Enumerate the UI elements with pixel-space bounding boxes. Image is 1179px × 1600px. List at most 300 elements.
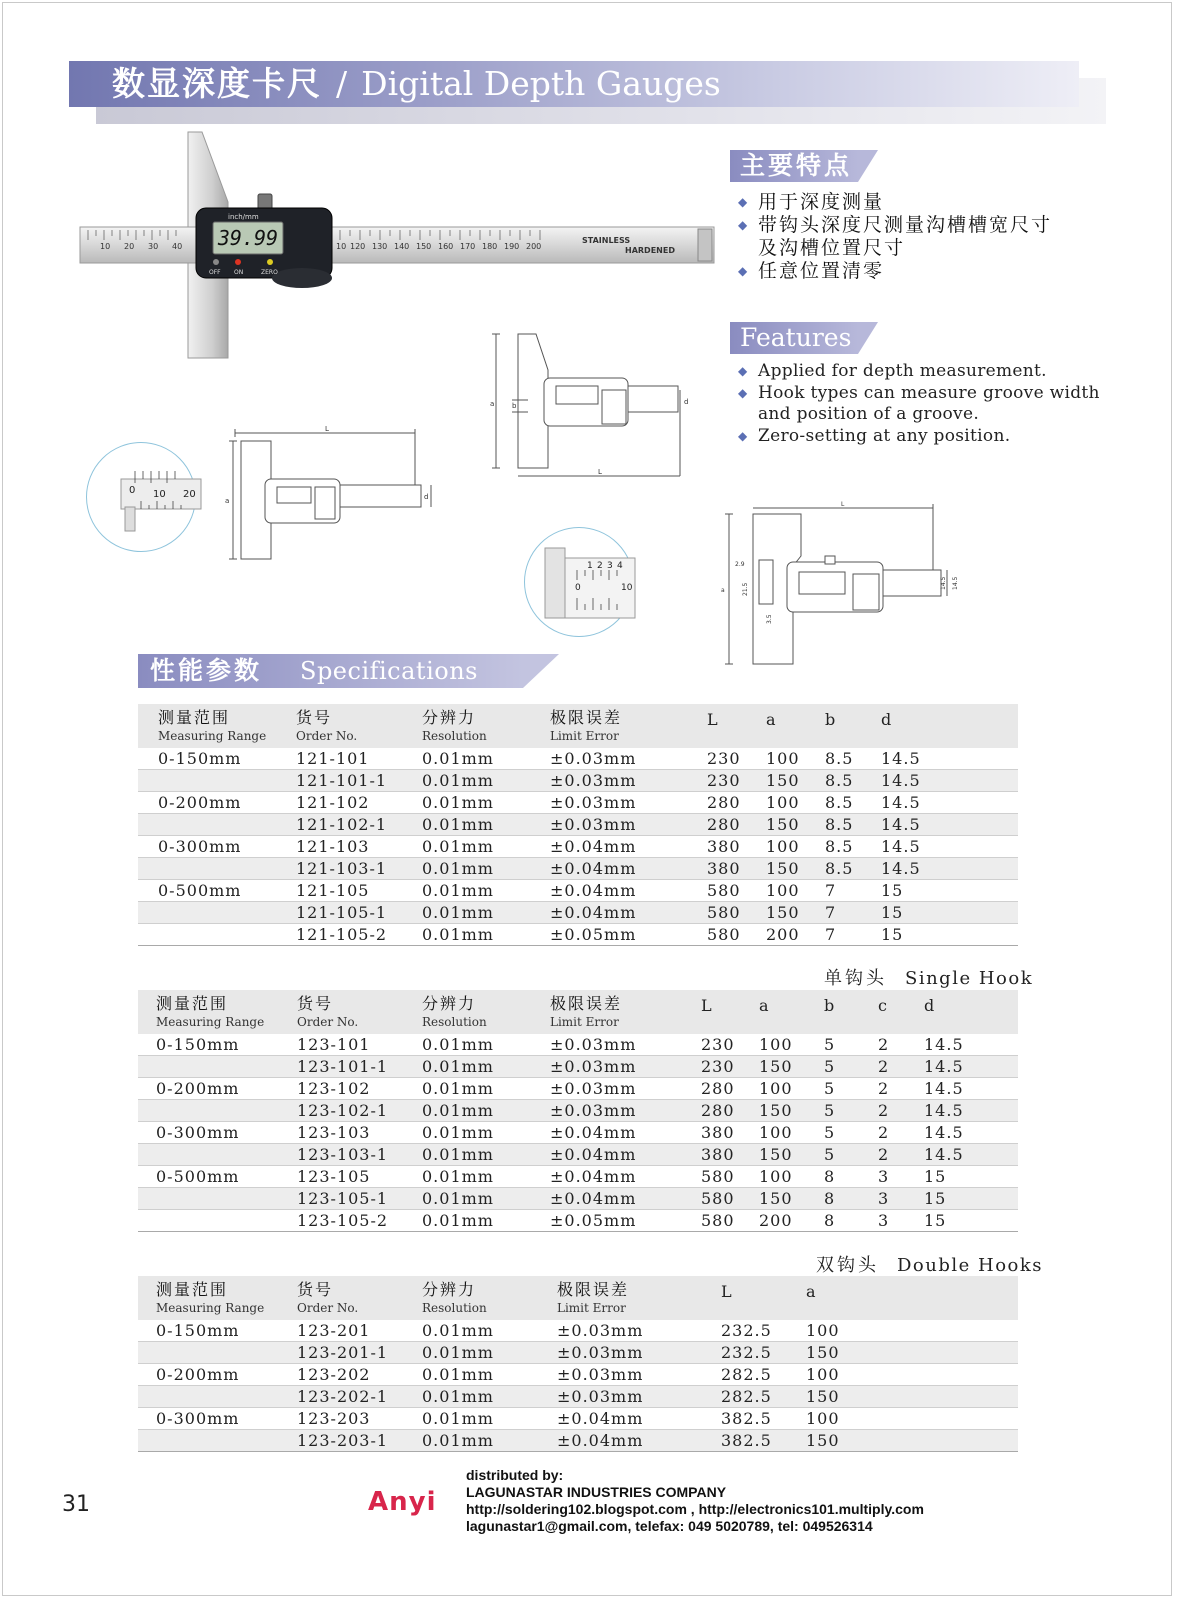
- unit-label: inch/mm: [228, 213, 259, 221]
- table-cell: 0.01mm: [422, 1364, 557, 1386]
- table-cell: 0-200mm: [158, 792, 296, 814]
- table-cell: 3: [878, 1166, 924, 1188]
- table-cell: 123-101: [297, 1034, 422, 1056]
- dim-label-L: L: [598, 468, 602, 476]
- table-cell: 14.5: [881, 770, 1018, 792]
- row-indent: [138, 924, 158, 946]
- table-cell: ±0.03mm: [550, 1078, 701, 1100]
- table-cell: ±0.04mm: [550, 902, 707, 924]
- on-button: [235, 259, 241, 265]
- scale-number: 200: [526, 242, 542, 251]
- table-cell: 100: [806, 1320, 1018, 1342]
- dim-label-14-5-b: 14.5: [952, 576, 959, 590]
- table-cell: 150: [766, 858, 825, 880]
- table-cell: [158, 858, 296, 880]
- table-cell: 230: [701, 1056, 759, 1078]
- lcd-reading: 39.99: [217, 226, 279, 250]
- detail-number: 2: [597, 561, 603, 571]
- table-cell: 2: [878, 1078, 924, 1100]
- table-cell: 121-103-1: [296, 858, 422, 880]
- row-indent: [138, 880, 158, 902]
- col-L: L: [721, 1276, 806, 1320]
- table-cell: 280: [707, 792, 766, 814]
- table-cell: 123-105-2: [297, 1210, 422, 1232]
- table-cell: 8.5: [825, 814, 881, 836]
- table-cell: 380: [707, 836, 766, 858]
- table-cell: 2: [878, 1100, 924, 1122]
- table-cell: 15: [881, 880, 1018, 902]
- table-cell: 382.5: [721, 1430, 806, 1452]
- table-cell: 123-105-1: [297, 1188, 422, 1210]
- row-indent: [138, 1166, 156, 1188]
- row-indent: [138, 1034, 156, 1056]
- table-cell: 8.5: [825, 792, 881, 814]
- table-cell: 14.5: [924, 1078, 1018, 1100]
- detail-scale-drawing: [525, 528, 633, 636]
- col-d: d: [924, 990, 1018, 1034]
- table-cell: 150: [759, 1188, 824, 1210]
- col-a: a: [766, 704, 825, 748]
- table-cell: 100: [806, 1408, 1018, 1430]
- table-cell: 0.01mm: [422, 1100, 550, 1122]
- table-row: [138, 1034, 1018, 1056]
- scale-number: 150: [416, 242, 432, 251]
- features-zh-heading: 主要特点: [730, 150, 858, 182]
- table-cell: 200: [766, 924, 825, 946]
- table-cell: [156, 1210, 297, 1232]
- spec-table-single-hook: [138, 990, 1018, 1232]
- col-resolution: 分辨力 Resolution: [422, 990, 550, 1034]
- col-L: L: [707, 704, 766, 748]
- table-cell: ±0.03mm: [550, 792, 707, 814]
- table-cell: 2: [878, 1144, 924, 1166]
- scale-number: 30: [148, 242, 159, 251]
- table-cell: ±0.03mm: [557, 1342, 721, 1364]
- table-cell: ±0.05mm: [550, 1210, 701, 1232]
- table-cell: 14.5: [881, 814, 1018, 836]
- table-row: [138, 1056, 1018, 1078]
- page-title-en: Digital Depth Gauges: [361, 64, 721, 103]
- col-order: 货号 Order No.: [297, 990, 422, 1034]
- table-cell: 14.5: [881, 858, 1018, 880]
- page-title-zh: 数显深度卡尺: [112, 64, 322, 103]
- detail-number: 10: [153, 489, 166, 500]
- table-cell: 14.5: [881, 748, 1018, 770]
- table-cell: 100: [806, 1364, 1018, 1386]
- table-cell: [156, 1144, 297, 1166]
- website-links[interactable]: http://soldering102.blogspot.com , http://electronics101.multiply.com: [466, 1501, 924, 1517]
- table-cell: 5: [824, 1100, 878, 1122]
- row-indent: [138, 1100, 156, 1122]
- table-cell: 580: [707, 902, 766, 924]
- off-button: [213, 259, 219, 265]
- table-cell: 580: [701, 1210, 759, 1232]
- table-cell: 0-150mm: [156, 1034, 297, 1056]
- table-cell: 8: [824, 1210, 878, 1232]
- scale-number: 140: [394, 242, 410, 251]
- row-indent: [138, 836, 158, 858]
- table-cell: 0-300mm: [158, 836, 296, 858]
- table-cell: 14.5: [881, 792, 1018, 814]
- zero-button: [267, 259, 273, 265]
- table-cell: 121-102-1: [296, 814, 422, 836]
- table-cell: 232.5: [721, 1342, 806, 1364]
- row-indent: [138, 814, 158, 836]
- table-cell: 100: [766, 836, 825, 858]
- table-cell: ±0.04mm: [550, 1166, 701, 1188]
- feature-zh-item: ◆ 任意位置清零: [738, 260, 885, 282]
- table-cell: 100: [766, 748, 825, 770]
- feature-en-item: ◆ Zero-setting at any position.: [738, 425, 1011, 446]
- table-cell: 123-101-1: [297, 1056, 422, 1078]
- col-range: 测量范围 Measuring Range: [156, 990, 297, 1034]
- detail-number: 4: [617, 561, 623, 571]
- table-cell: 15: [881, 902, 1018, 924]
- table-cell: 3: [878, 1210, 924, 1232]
- table-cell: 100: [759, 1122, 824, 1144]
- table-row: [138, 1386, 1018, 1408]
- dim-label-3-5: 3.5: [766, 614, 773, 624]
- table-cell: 230: [707, 770, 766, 792]
- table-cell: 150: [759, 1056, 824, 1078]
- feature-en-item: ◆ Hook types can measure groove width: [738, 382, 1100, 403]
- on-label: ON: [234, 269, 244, 276]
- table-row: [138, 1320, 1018, 1342]
- table-cell: 8.5: [825, 858, 881, 880]
- table-cell: 14.5: [924, 1100, 1018, 1122]
- table-cell: 0.01mm: [422, 880, 550, 902]
- row-indent: [138, 858, 158, 880]
- table-cell: 15: [924, 1188, 1018, 1210]
- bullet-icon: ◆: [738, 218, 750, 232]
- company-name: LAGUNASTAR INDUSTRIES COMPANY: [466, 1484, 727, 1500]
- scale-number: 190: [504, 242, 520, 251]
- col-resolution: 分辨力 Resolution: [422, 704, 550, 748]
- table-cell: 123-201-1: [297, 1342, 422, 1364]
- table-cell: 232.5: [721, 1320, 806, 1342]
- feature-zh-item: ◆ 用于深度测量: [738, 191, 885, 213]
- table-cell: 123-203-1: [297, 1430, 422, 1452]
- table-cell: 0.01mm: [422, 836, 550, 858]
- scale-number: 180: [482, 242, 498, 251]
- table-cell: 580: [707, 924, 766, 946]
- table-cell: ±0.03mm: [550, 770, 707, 792]
- table-cell: 0.01mm: [422, 792, 550, 814]
- table-cell: ±0.03mm: [557, 1364, 721, 1386]
- table-row: [138, 1122, 1018, 1144]
- zero-label: ZERO: [261, 269, 278, 276]
- table-cell: 123-202: [297, 1364, 422, 1386]
- table-cell: 0-300mm: [156, 1122, 297, 1144]
- table-row: [138, 1188, 1018, 1210]
- table-cell: 0.01mm: [422, 770, 550, 792]
- table-row: [138, 814, 1018, 836]
- table-cell: 0.01mm: [422, 902, 550, 924]
- product-photo: [80, 130, 720, 362]
- table-cell: 230: [707, 748, 766, 770]
- scale-number: 40: [172, 242, 183, 251]
- table-cell: 150: [766, 814, 825, 836]
- table-cell: 280: [707, 814, 766, 836]
- contact-info: lagunastar1@gmail.com, telefax: 049 5020789, tel: 049526314: [466, 1518, 873, 1534]
- col-a: a: [759, 990, 824, 1034]
- detail-number: 3: [607, 561, 613, 571]
- table-cell: 123-105: [297, 1166, 422, 1188]
- table-cell: ±0.04mm: [550, 880, 707, 902]
- table-cell: 123-202-1: [297, 1386, 422, 1408]
- table-cell: 100: [759, 1166, 824, 1188]
- col-range: 测量范围 Measuring Range: [156, 1276, 297, 1320]
- table-cell: 5: [824, 1078, 878, 1100]
- table-cell: 14.5: [924, 1122, 1018, 1144]
- table-cell: 121-105: [296, 880, 422, 902]
- table-cell: 100: [759, 1078, 824, 1100]
- table-row: [138, 1100, 1018, 1122]
- table-row: [138, 880, 1018, 902]
- table-cell: ±0.03mm: [557, 1320, 721, 1342]
- scale-number: 10: [336, 242, 347, 251]
- table-cell: 7: [825, 880, 881, 902]
- table-cell: 123-203: [297, 1408, 422, 1430]
- detail-number: 10: [621, 583, 633, 593]
- table-cell: 5: [824, 1144, 878, 1166]
- table-cell: 121-103: [296, 836, 422, 858]
- table-cell: 8.5: [825, 748, 881, 770]
- table-cell: 0-150mm: [158, 748, 296, 770]
- col-resolution: 分辨力 Resolution: [422, 1276, 557, 1320]
- detail-number: 20: [183, 489, 196, 500]
- table-cell: ±0.04mm: [550, 836, 707, 858]
- table-cell: 0-500mm: [156, 1166, 297, 1188]
- table-cell: [158, 814, 296, 836]
- row-indent: [138, 1364, 156, 1386]
- dim-label-a: a: [721, 587, 725, 594]
- table-cell: [156, 1188, 297, 1210]
- table-row: [138, 1078, 1018, 1100]
- table-cell: [156, 1056, 297, 1078]
- table-cell: 8.5: [825, 836, 881, 858]
- row-indent: [138, 1188, 156, 1210]
- table-row: [138, 924, 1018, 946]
- table-cell: 121-101-1: [296, 770, 422, 792]
- row-indent: [138, 1078, 156, 1100]
- col-c: c: [878, 990, 924, 1034]
- col-a: a: [806, 1276, 1018, 1320]
- feature-en-item-continued: and position of a groove.: [758, 404, 980, 424]
- table-cell: 150: [766, 770, 825, 792]
- table-cell: 121-105-2: [296, 924, 422, 946]
- features-en-list: [736, 361, 1100, 447]
- scale-number: 130: [372, 242, 388, 251]
- row-indent: [138, 1122, 156, 1144]
- distributed-by-label: distributed by:: [466, 1467, 564, 1483]
- table-cell: 0.01mm: [422, 1122, 550, 1144]
- table-cell: [158, 924, 296, 946]
- dim-label-d: d: [424, 493, 429, 501]
- table-cell: ±0.05mm: [550, 924, 707, 946]
- col-error: 极限误差 Limit Error: [550, 990, 701, 1034]
- col-error: 极限误差 Limit Error: [557, 1276, 721, 1320]
- table-cell: 15: [924, 1210, 1018, 1232]
- table-cell: ±0.03mm: [550, 1034, 701, 1056]
- bullet-icon: ◆: [738, 195, 750, 209]
- table-cell: 15: [881, 924, 1018, 946]
- spec-table-double-hooks: [138, 1276, 1018, 1452]
- col-b: b: [825, 704, 881, 748]
- table-cell: 0.01mm: [422, 1342, 557, 1364]
- table-row: [138, 748, 1018, 770]
- table-cell: [156, 1430, 297, 1452]
- beam-end-cap: [698, 229, 712, 261]
- table-cell: 123-102-1: [297, 1100, 422, 1122]
- table-header-row: [138, 704, 1018, 748]
- table-cell: [158, 770, 296, 792]
- table-cell: [158, 902, 296, 924]
- double-hooks-caption: 双钩头 Double Hooks: [816, 1255, 1044, 1276]
- dim-label-L: L: [841, 501, 845, 508]
- engraving-hardened: HARDENED: [625, 246, 675, 255]
- table-row: [138, 1408, 1018, 1430]
- table-cell: 0.01mm: [422, 814, 550, 836]
- detail-circle-hook: [86, 442, 196, 552]
- table-cell: 123-103: [297, 1122, 422, 1144]
- table-cell: 0.01mm: [422, 1188, 550, 1210]
- dim-label-2-9: 2.9: [735, 561, 745, 568]
- table-cell: 7: [825, 902, 881, 924]
- page-number: 31: [62, 1492, 90, 1517]
- table-cell: ±0.03mm: [550, 1100, 701, 1122]
- row-indent: [138, 1210, 156, 1232]
- table-cell: 0.01mm: [422, 1056, 550, 1078]
- table-cell: 0.01mm: [422, 1210, 550, 1232]
- bullet-icon: ◆: [738, 428, 748, 443]
- table-cell: 14.5: [924, 1034, 1018, 1056]
- row-indent: [138, 1342, 156, 1364]
- bullet-icon: ◆: [738, 385, 748, 400]
- table-cell: [156, 1342, 297, 1364]
- table-row: [138, 1144, 1018, 1166]
- table-cell: ±0.04mm: [550, 1188, 701, 1210]
- thumb-wheel: [272, 268, 332, 288]
- table-cell: [156, 1386, 297, 1408]
- table-cell: 0.01mm: [422, 1386, 557, 1408]
- table-cell: 14.5: [924, 1144, 1018, 1166]
- table-cell: 2: [878, 1056, 924, 1078]
- table-cell: 282.5: [721, 1364, 806, 1386]
- row-indent: [138, 1320, 156, 1342]
- page-title: [112, 61, 721, 107]
- technical-drawing-1: [225, 425, 440, 565]
- table-header-row: [138, 1276, 1018, 1320]
- dim-label-d: d: [684, 398, 689, 406]
- col-b: b: [824, 990, 878, 1034]
- table-cell: 0.01mm: [422, 1166, 550, 1188]
- table-cell: 14.5: [881, 836, 1018, 858]
- table-cell: 100: [766, 880, 825, 902]
- col-order: 货号 Order No.: [297, 1276, 422, 1320]
- features-en-heading: Features: [730, 322, 858, 354]
- table-row: [138, 902, 1018, 924]
- table-cell: 0-500mm: [158, 880, 296, 902]
- table-cell: 0.01mm: [422, 1034, 550, 1056]
- table-cell: 0.01mm: [422, 1408, 557, 1430]
- col-range: 测量范围 Measuring Range: [158, 704, 296, 748]
- off-label: OFF: [209, 269, 221, 276]
- table-cell: 0-200mm: [156, 1078, 297, 1100]
- table-cell: 380: [701, 1144, 759, 1166]
- table-row: [138, 770, 1018, 792]
- table-cell: 0-200mm: [156, 1364, 297, 1386]
- detail-number: 0: [129, 485, 136, 496]
- table-cell: 121-102: [296, 792, 422, 814]
- table-cell: ±0.04mm: [550, 1122, 701, 1144]
- single-hook-caption: 单钩头 Single Hook: [824, 968, 1034, 989]
- specifications-heading: [138, 654, 523, 688]
- table-row: [138, 792, 1018, 814]
- features-zh-list: [736, 191, 1052, 283]
- technical-drawing-3: [715, 500, 959, 670]
- detail-circle-scale: [524, 527, 634, 637]
- table-cell: 0.01mm: [422, 1078, 550, 1100]
- scale-number: 170: [460, 242, 476, 251]
- table-row: [138, 858, 1018, 880]
- spec-table-standard: [138, 704, 1018, 946]
- technical-drawing-2: [488, 330, 693, 480]
- detail-number: 0: [575, 583, 581, 593]
- table-cell: [156, 1100, 297, 1122]
- table-cell: 0.01mm: [422, 1144, 550, 1166]
- engraving-stainless: STAINLESS: [582, 236, 631, 245]
- table-row: [138, 1210, 1018, 1232]
- table-row: [138, 1430, 1018, 1452]
- table-cell: 8: [824, 1166, 878, 1188]
- table-cell: 123-201: [297, 1320, 422, 1342]
- table-cell: 0.01mm: [422, 1430, 557, 1452]
- table-cell: 150: [806, 1430, 1018, 1452]
- table-cell: 8: [824, 1188, 878, 1210]
- table-cell: 3: [878, 1188, 924, 1210]
- table-row: [138, 836, 1018, 858]
- table-cell: 150: [759, 1144, 824, 1166]
- table-cell: 0-300mm: [156, 1408, 297, 1430]
- table-cell: 100: [766, 792, 825, 814]
- row-indent: [138, 1386, 156, 1408]
- table-cell: 150: [766, 902, 825, 924]
- table-cell: 380: [707, 858, 766, 880]
- table-cell: ±0.03mm: [550, 814, 707, 836]
- table-cell: 230: [701, 1034, 759, 1056]
- table-cell: ±0.03mm: [557, 1386, 721, 1408]
- table-cell: 121-105-1: [296, 902, 422, 924]
- table-cell: 0.01mm: [422, 748, 550, 770]
- table-cell: 150: [806, 1342, 1018, 1364]
- dim-label-a: a: [490, 400, 495, 408]
- col-L: L: [701, 990, 759, 1034]
- row-indent: [138, 792, 158, 814]
- scale-number: 10: [100, 242, 111, 251]
- table-cell: 580: [701, 1166, 759, 1188]
- col-d: d: [881, 704, 1018, 748]
- row-indent: [138, 748, 158, 770]
- scale-number: 20: [124, 242, 135, 251]
- table-cell: 5: [824, 1034, 878, 1056]
- table-cell: ±0.03mm: [550, 1056, 701, 1078]
- table-cell: 0.01mm: [422, 858, 550, 880]
- table-cell: ±0.04mm: [557, 1408, 721, 1430]
- table-cell: 2: [878, 1034, 924, 1056]
- table-header-row: [138, 990, 1018, 1034]
- specifications-heading-zh: 性能参数: [150, 656, 263, 685]
